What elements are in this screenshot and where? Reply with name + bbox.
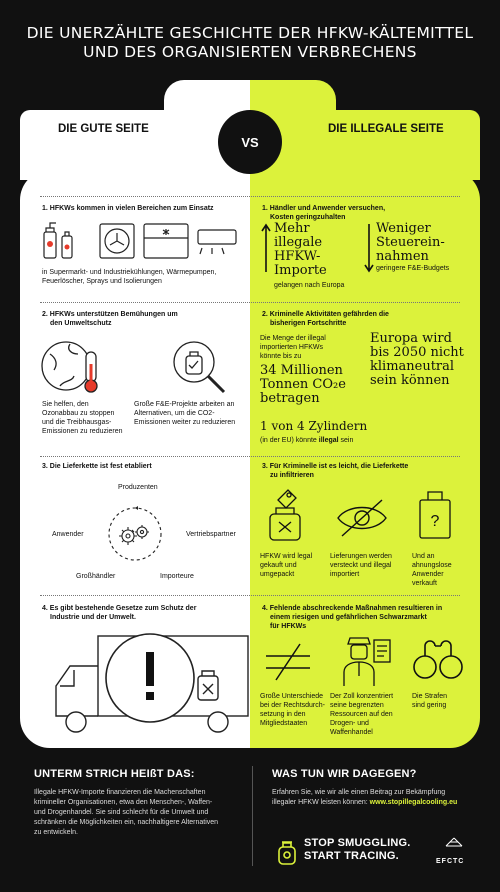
right-s1-small2: geringere F&E-Budgets xyxy=(376,265,450,272)
magnifier-check-icon xyxy=(168,336,230,398)
bottom-right-text: Erfahren Sie, wie wir alle einen Beitrag zur Bekämpfung illegaler HFKW leisten können: www.stopillegalcooling.eu xyxy=(272,789,458,806)
right-s1-big1: Mehr illegale HFKW- Importe xyxy=(274,221,327,278)
right-s4-col3: Die Strafen sind gering xyxy=(412,693,448,709)
supply-wholesalers: Großhändler xyxy=(76,573,116,580)
right-s2-cylinders-big: 1 von 4 Zylindern xyxy=(260,419,368,433)
divider xyxy=(40,595,460,596)
bottom-left-heading: UNTERM STRICH HEIßT DAS: xyxy=(34,768,195,780)
right-s1-heading: 1. Händler und Anwender versuchen, Kosten geringzuhalten xyxy=(262,205,386,221)
vs-badge: VS xyxy=(218,110,282,174)
right-s2-heading: 2. Kriminelle Aktivitäten gefährden die bisherigen Fortschritte xyxy=(262,311,389,327)
supply-producers: Produzenten xyxy=(118,484,158,491)
page-title: DIE UNERZÄHLTE GESCHICHTE DER HFKW-KÄLTEMITTEL UND DES ORGANISIERTEN VERBRECHENS xyxy=(26,24,474,61)
right-side-label: DIE ILLEGALE SEITE xyxy=(328,123,444,135)
left-s2-heading: 2. HFKWs unterstützen Bemühungen um den Umweltschutz xyxy=(42,311,178,327)
not-equal-icon xyxy=(262,640,314,684)
open-handcuffs-icon xyxy=(410,634,466,684)
left-s1-heading: 1. HFKWs kommen in vielen Bereichen zum Einsatz xyxy=(42,205,214,212)
globe-thermometer-icon xyxy=(40,338,106,396)
left-s2-col2: Große F&E-Projekte arbeiten an Alternativen, um die CO2- Emissionen weiter zu reduzieren xyxy=(134,401,236,426)
divider xyxy=(40,302,460,303)
slogan: STOP SMUGGLING. START TRACING. xyxy=(304,837,411,862)
right-s1-big2: Weniger Steuerein- nahmen xyxy=(376,221,445,264)
customs-officer-icon xyxy=(340,632,394,688)
left-s2-col1: Sie helfen, den Ozonabbau zu stoppen und die Treibhausgas- Emissionen zu reduzieren xyxy=(42,401,123,435)
left-side-label: DIE GUTE SEITE xyxy=(58,123,149,135)
cylinder-repack-icon xyxy=(262,486,312,544)
bottom-divider xyxy=(252,766,253,866)
right-s3-col1: HFKW wird legal gekauft und umgepackt xyxy=(260,553,313,578)
efctc-logo-icon xyxy=(436,836,472,858)
hidden-eye-icon xyxy=(334,496,390,540)
bottom-right-heading: WAS TUN WIR DAGEGEN? xyxy=(272,768,417,780)
cylinder-logo-icon xyxy=(274,838,300,866)
divider xyxy=(40,456,460,457)
left-s4-heading: 4. Es gibt bestehende Gesetze zum Schutz der Industrie und der Umwelt. xyxy=(42,605,197,621)
right-s1-small1: gelangen nach Europa xyxy=(274,282,345,289)
right-s3-col3: Und an ahnungslose Anwender verkauft xyxy=(412,553,452,587)
svg-text:?: ? xyxy=(430,513,440,530)
right-s3-col2: Lieferungen werden versteckt und illegal importiert xyxy=(330,553,392,578)
appliances-icon xyxy=(40,220,240,260)
supply-importers: Importeure xyxy=(160,573,194,580)
efctc-logo-text: EFCTC xyxy=(436,858,465,865)
supply-users: Anwender xyxy=(52,531,84,538)
right-s2-big2: Europa wird bis 2050 nicht klimaneutral sein können xyxy=(370,331,464,388)
divider xyxy=(40,196,460,197)
right-s3-heading: 3. Für Kriminelle ist es leicht, die Lieferkette zu infiltrieren xyxy=(262,463,409,479)
right-s4-col1: Große Unterschiede bei der Rechtsdurch- setzung in den Mitgliedstaaten xyxy=(260,693,325,727)
truck-warning-icon xyxy=(40,626,250,742)
right-s4-col2: Der Zoll konzentriert seine begrenzten Ressourcen auf den Drogen- und Waffenhandel xyxy=(330,693,394,736)
left-s1-text: in Supermarkt- und Industriekühlungen, Wärmepumpen, Feuerlöscher, Sprays und Isolierungen xyxy=(42,269,217,285)
right-s2-big1: 34 Millionen Tonnen CO₂e betragen xyxy=(260,363,346,406)
left-s3-heading: 3. Die Lieferkette ist fest etabliert xyxy=(42,463,152,470)
unknown-bag-icon xyxy=(416,486,454,540)
bottom-left-text: Illegale HFKW-Importe finanzieren die Machenschaften krimineller Organisationen, etwa den Menschen-, Waffen- und Drogenhandel. Sie sind schlecht für die Umwelt und schränken die Möglichkeiten ein, nachhaltigere Alternativen zu entwickeln. xyxy=(34,789,219,836)
supply-distributors: Vertriebspartner xyxy=(186,531,236,538)
arrow-up-icon xyxy=(261,222,271,274)
website-link[interactable]: www.stopillegalcooling.eu xyxy=(369,799,458,806)
right-s4-heading: 4. Fehlende abschreckende Maßnahmen resultieren in einem riesigen und gefährlichen Schwarzmarkt für HFKWs xyxy=(262,605,443,630)
right-s2-intro: Die Menge der illegal importierten HFKWs könnte bis zu xyxy=(260,335,326,360)
arrow-down-icon xyxy=(364,222,374,274)
supply-cycle-gears-icon xyxy=(104,498,166,568)
right-s2-cylinders-small: (in der EU) könnte illegal sein xyxy=(260,437,354,444)
